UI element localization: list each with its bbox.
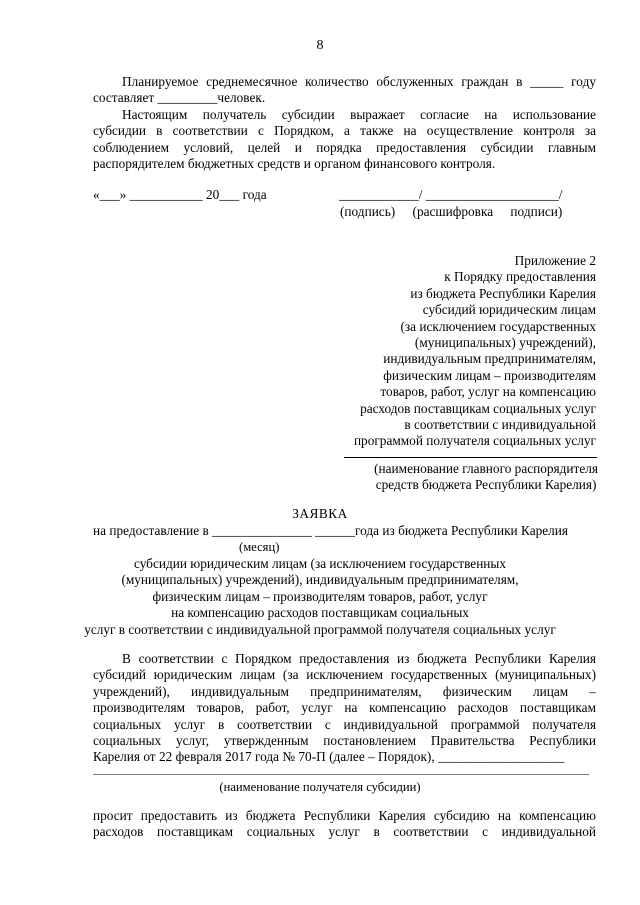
subsidy-recipient-caption: (наименование получателя субсидии)	[219, 780, 421, 794]
final-line: расходов поставщикам социальных услуг в соответствии с индивидуальной	[93, 824, 596, 840]
application-line: субсидии юридическим лицам (за исключением государственных	[133, 556, 507, 571]
subsidy-recipient-underline	[93, 774, 589, 775]
appendix-line: программой получателя социальных услуг	[353, 433, 596, 449]
appendix-line: индивидуальным предпринимателям,	[383, 351, 596, 367]
signature-date-line: «___» ___________ 20___ года	[93, 187, 267, 202]
recipient-underline	[344, 457, 597, 458]
appendix-line: Приложение 2	[514, 253, 596, 268]
application-line: на компенсацию расходов поставщикам социальных	[171, 605, 469, 621]
appendix-line: к Порядку предоставления	[444, 269, 596, 285]
recipient-caption-line: (наименование главного распорядителя	[374, 461, 598, 476]
signature-caption: (подпись) (расшифровка подписи)	[340, 204, 563, 219]
intro-line: Планируемое среднемесячное количество обслуженных граждан в _____ году	[122, 74, 596, 89]
application-line: услуг в соответствии с индивидуальной программой получателя социальных услуг	[84, 621, 556, 637]
body-text	[93, 651, 596, 766]
intro-line: субсидии в соответствии с Порядком, а также на осуществление контроля за	[93, 123, 596, 139]
body-line: В соответствии с Порядком предоставления из бюджета Республики Карелия	[122, 651, 596, 666]
recipient-caption-line: средств бюджета Республики Карелия)	[375, 477, 597, 493]
appendix-line: (за исключением государственных	[400, 318, 596, 334]
recipient-caption	[374, 461, 598, 494]
appendix-line: из бюджета Республики Карелия	[410, 285, 596, 301]
body-line: субсидий юридическим лицам (за исключением государственных (муниципальных)	[93, 667, 596, 683]
appendix-line: (муниципальных) учреждений),	[414, 335, 596, 351]
application-line: физическим лицам – производителям товаров, работ, услуг	[152, 588, 488, 604]
appendix-line: расходов поставщикам социальных услуг	[360, 400, 596, 416]
body-line: социальных услуг, утвержденным постановлением Правительства Республики	[93, 733, 596, 749]
body-line: производителям товаров, работ, услуг на компенсацию расходов поставщикам	[93, 700, 596, 716]
signature-sign-line: ____________/ ____________________/	[339, 187, 563, 202]
intro-line: Настоящим получатель субсидии выражает согласие на использование	[122, 106, 596, 122]
application-line: (муниципальных) учреждений), индивидуальным предпринимателям,	[121, 572, 519, 588]
appendix-line: физическим лицам – производителям	[383, 367, 596, 383]
application-title: ЗАЯВКА	[292, 506, 348, 521]
application-first-line: на предоставление в _______________ ______года из бюджета Республики Карелия	[93, 523, 569, 538]
intro-text	[93, 74, 596, 172]
final-text	[93, 808, 596, 841]
appendix-line: товаров, работ, услуг на компенсацию	[380, 384, 596, 400]
intro-line: распорядителем бюджетных средств и органом финансового контроля.	[93, 156, 496, 172]
appendix-line: в соответствии с индивидуальной	[404, 417, 596, 433]
final-line: просит предоставить из бюджета Республики Карелия субсидию на компенсацию	[93, 808, 596, 823]
intro-line: соблюдением условий, целей и порядка предоставления субсидии главным	[93, 139, 596, 155]
body-line: социальных услуг в соответствии с индивидуальной программой получателя	[93, 716, 596, 732]
page-number: 8	[316, 38, 324, 53]
application-subject	[0, 556, 640, 638]
intro-line: составляет _________человек.	[93, 90, 266, 106]
body-line: учреждений), индивидуальным предпринимателям, физическим лицам –	[93, 683, 596, 699]
appendix-line: субсидий юридическим лицам	[422, 302, 596, 318]
appendix-header	[354, 253, 596, 450]
body-line: Карелия от 22 февраля 2017 года № 70-П (далее – Порядок), ___________________	[93, 749, 565, 765]
month-caption: (месяц)	[239, 540, 280, 554]
